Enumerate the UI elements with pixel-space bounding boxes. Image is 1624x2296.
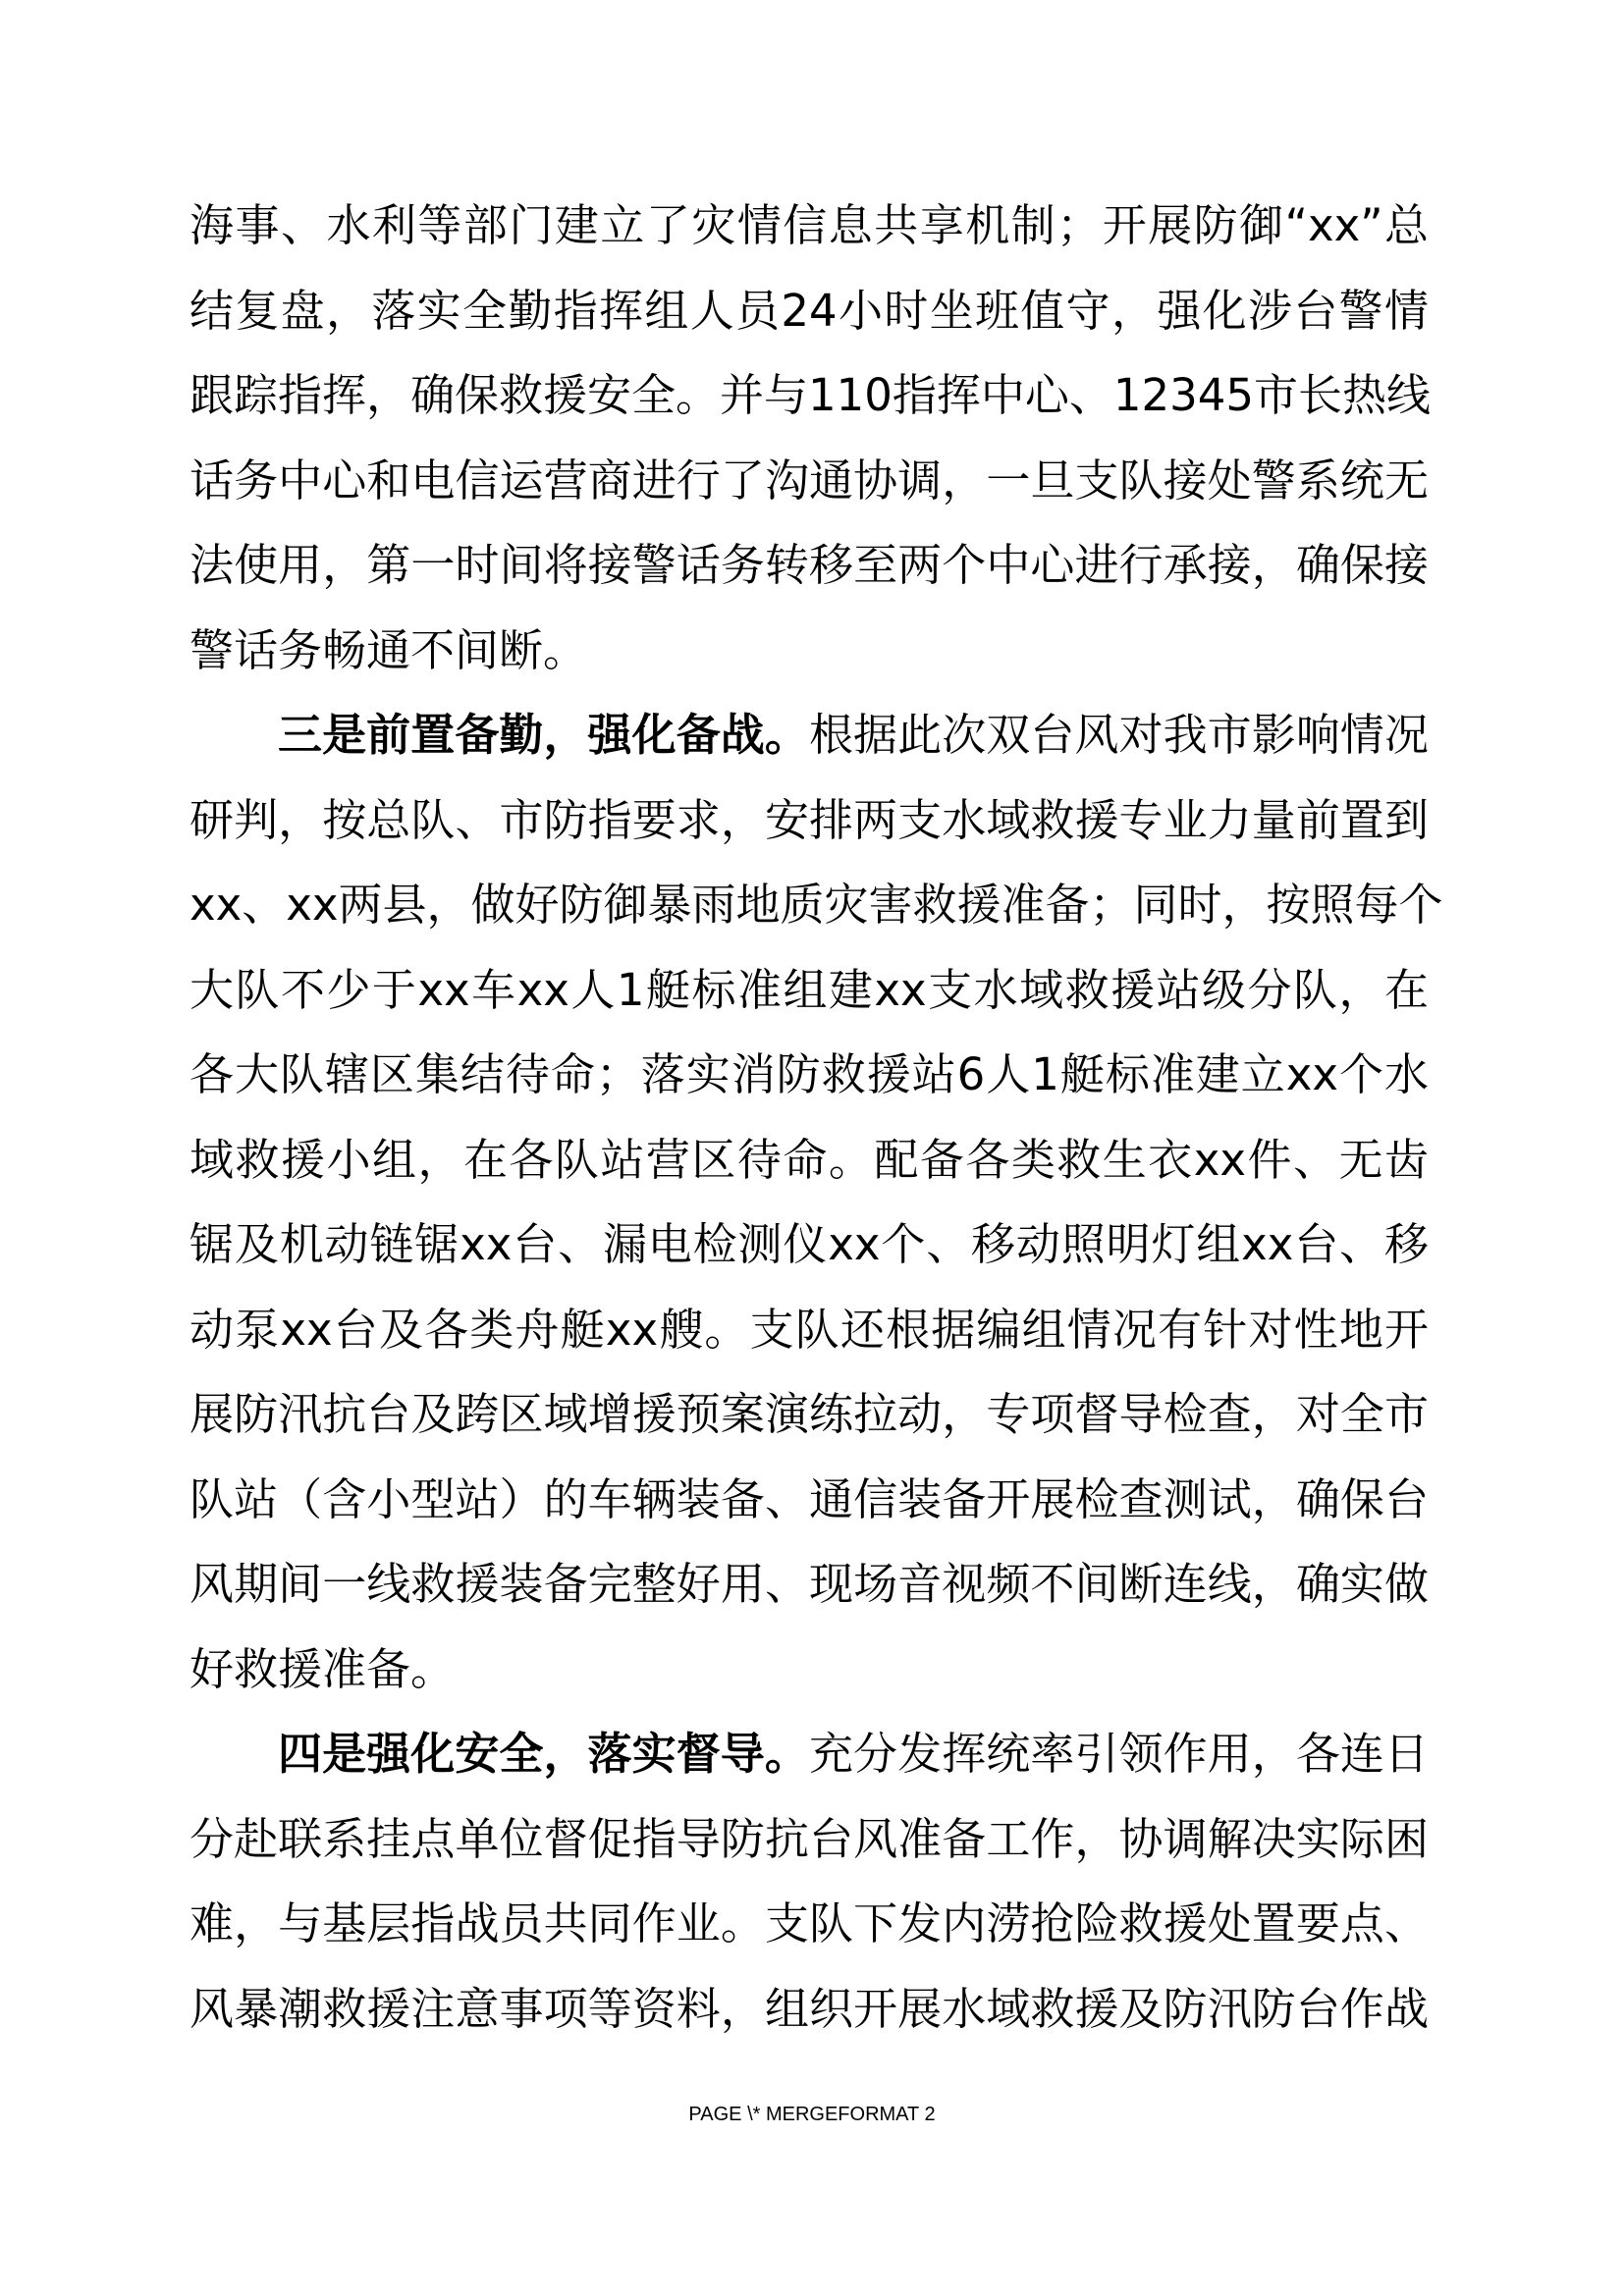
text-line [189, 353, 1432, 439]
paragraph [189, 1712, 1429, 2052]
text-line [189, 523, 1429, 609]
line-text: 域救援小组，在各队站营区待命。配备各类救生衣xx件、无齿 [189, 1133, 1429, 1186]
text-line [189, 948, 1429, 1034]
line-text: 法使用，第一时间将接警话务转移至两个中心进行承接，确保接 [189, 539, 1429, 591]
line-text: 风期间一线救援装备完整好用、现场音视频不间断连线，确实做 [189, 1558, 1429, 1610]
page-footer: PAGE \* MERGEFORMAT 2 [688, 2104, 936, 2125]
text-line [189, 1797, 1429, 1883]
paragraph [189, 184, 1432, 693]
text-line [189, 1882, 1429, 1967]
line-text: 好救援准备。 [189, 1642, 456, 1695]
text-line [189, 269, 1429, 354]
text-line [189, 1628, 1429, 1713]
text-line [189, 1202, 1429, 1288]
text-line [189, 184, 1429, 269]
text-line [189, 1372, 1429, 1458]
line-text: 充分发挥统率引领作用，各连日 [808, 1728, 1429, 1780]
paragraph [189, 693, 1443, 1712]
line-text: 难，与基层指战员共同作业。支队下发内涝抢险救援处置要点、 [189, 1897, 1429, 1949]
line-text: 各大队辖区集结待命；落实消防救援站6人1艇标准建立xx个水 [189, 1048, 1429, 1100]
document-body [189, 184, 1443, 2052]
paragraph-lead-heading: 四是强化安全，落实督导。 [278, 1728, 809, 1780]
line-text: 锯及机动链锯xx台、漏电检测仪xx个、移动照明灯组xx台、移 [189, 1218, 1429, 1270]
text-line [189, 693, 1429, 778]
text-line [189, 439, 1429, 524]
line-text: 队站（含小型站）的车辆装备、通信装备开展检查测试，确保台 [189, 1472, 1429, 1525]
line-text: 大队不少于xx车xx人1艇标准组建xx支水域救援站级分队，在 [189, 963, 1429, 1016]
text-line [189, 1288, 1429, 1373]
text-line [189, 778, 1429, 864]
text-line [189, 1458, 1429, 1543]
text-line [189, 1118, 1429, 1203]
line-text: 动泵xx台及各类舟艇xx艘。支队还根据编组情况有针对性地开 [189, 1303, 1429, 1356]
line-text: 研判，按总队、市防指要求，安排两支水域救援专业力量前置到 [189, 793, 1429, 846]
text-line [189, 1033, 1429, 1118]
line-text: 展防汛抗台及跨区域增援预案演练拉动，专项督导检查，对全市 [189, 1388, 1429, 1440]
text-line [189, 1967, 1429, 2053]
text-line [189, 609, 1429, 694]
text-line [189, 1542, 1429, 1628]
text-line [189, 1712, 1429, 1797]
line-text: 风暴潮救援注意事项等资料，组织开展水域救援及防汛防台作战 [189, 1982, 1429, 2035]
paragraph-lead-heading: 三是前置备勤，强化备战。 [278, 709, 809, 761]
line-text: 根据此次双台风对我市影响情况 [808, 709, 1429, 761]
line-text: 结复盘，落实全勤指挥组人员24小时坐班值守，强化涉台警情 [189, 284, 1429, 337]
line-text: xx、xx两县，做好防御暴雨地质灾害救援准备；同时，按照每个 [189, 879, 1443, 931]
line-text: 警话务畅通不间断。 [189, 623, 588, 676]
line-text: 跟踪指挥，确保救援安全。并与110指挥中心、12345市长热线 [189, 369, 1432, 421]
line-text: 话务中心和电信运营商进行了沟通协调，一旦支队接处警系统无 [189, 454, 1429, 507]
line-text: 海事、水利等部门建立了灾情信息共享机制；开展防御“xx”总 [189, 199, 1429, 251]
line-text: 分赴联系挂点单位督促指导防抗台风准备工作，协调解决实际困 [189, 1812, 1429, 1865]
text-line [189, 863, 1443, 948]
